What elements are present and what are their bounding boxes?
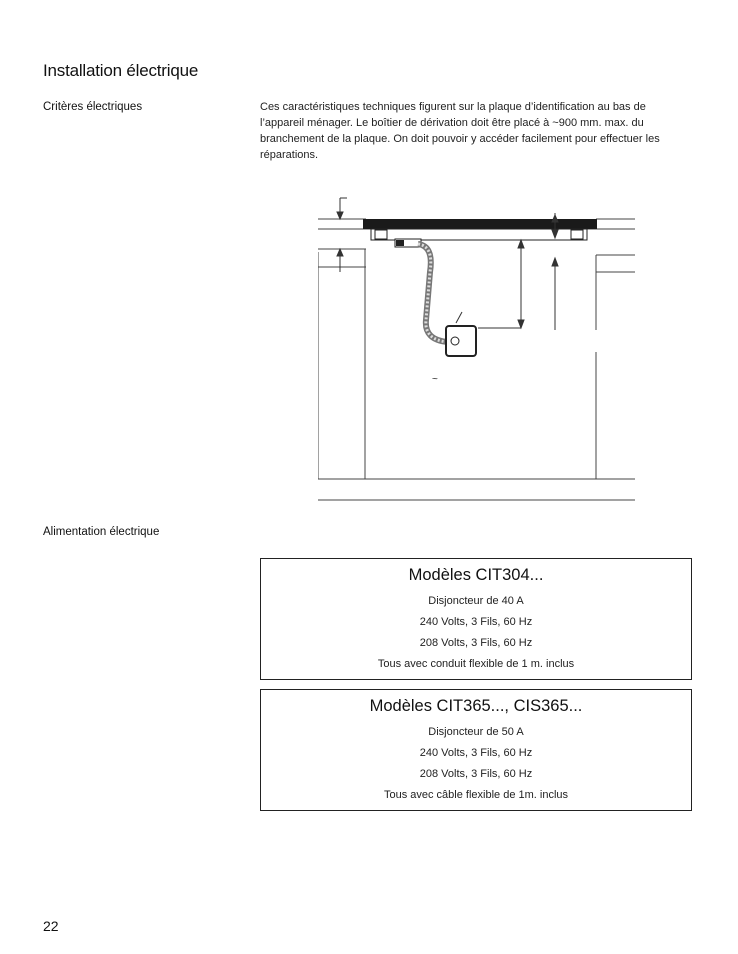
spec-line: Disjoncteur de 40 A	[428, 595, 524, 607]
distance-tilde-label: ~	[432, 374, 438, 385]
cooktop-installation-diagram	[318, 192, 638, 504]
section-label-power-supply: Alimentation électrique	[43, 526, 160, 538]
leader-line	[456, 312, 462, 323]
spec-line: 208 Volts, 3 Fils, 60 Hz	[419, 768, 533, 780]
spec-line: Tous avec câble flexible de 1m. inclus	[383, 789, 569, 801]
spec-line: 240 Volts, 3 Fils, 60 Hz	[419, 616, 533, 628]
spec-line: 208 Volts, 3 Fils, 60 Hz	[419, 637, 533, 649]
spec-box-cit304	[260, 558, 692, 680]
spec-line: Tous avec conduit flexible de 1 m. inclus	[377, 658, 575, 670]
flexible-conduit	[418, 244, 448, 342]
cooktop-body	[363, 219, 597, 247]
electrical-criteria-text: Ces caractéristiques techniques figurent sur la plaque d’identification au bas de l’appareil ménager. Le boîtier de dérivation doit être placé à ~900 mm. max. du branchement de la plaque. On doit pouvoir y accéder facilement pour effectuer les réparations.	[260, 101, 660, 161]
dimension-arrows	[337, 198, 558, 330]
spec-line: Disjoncteur de 50 A	[428, 726, 524, 738]
spec-box-cit365-cis365	[260, 689, 692, 811]
cabinet-outline	[318, 249, 635, 500]
section-label-electrical-criteria: Critères électriques	[43, 101, 143, 113]
spec-box-heading: Modèles CIT304...	[408, 566, 544, 584]
spec-line: 240 Volts, 3 Fils, 60 Hz	[419, 747, 533, 759]
spec-box-heading: Modèles CIT365..., CIS365...	[369, 697, 583, 715]
page-title: Installation électrique	[43, 61, 199, 80]
page-number: 22	[43, 918, 59, 934]
